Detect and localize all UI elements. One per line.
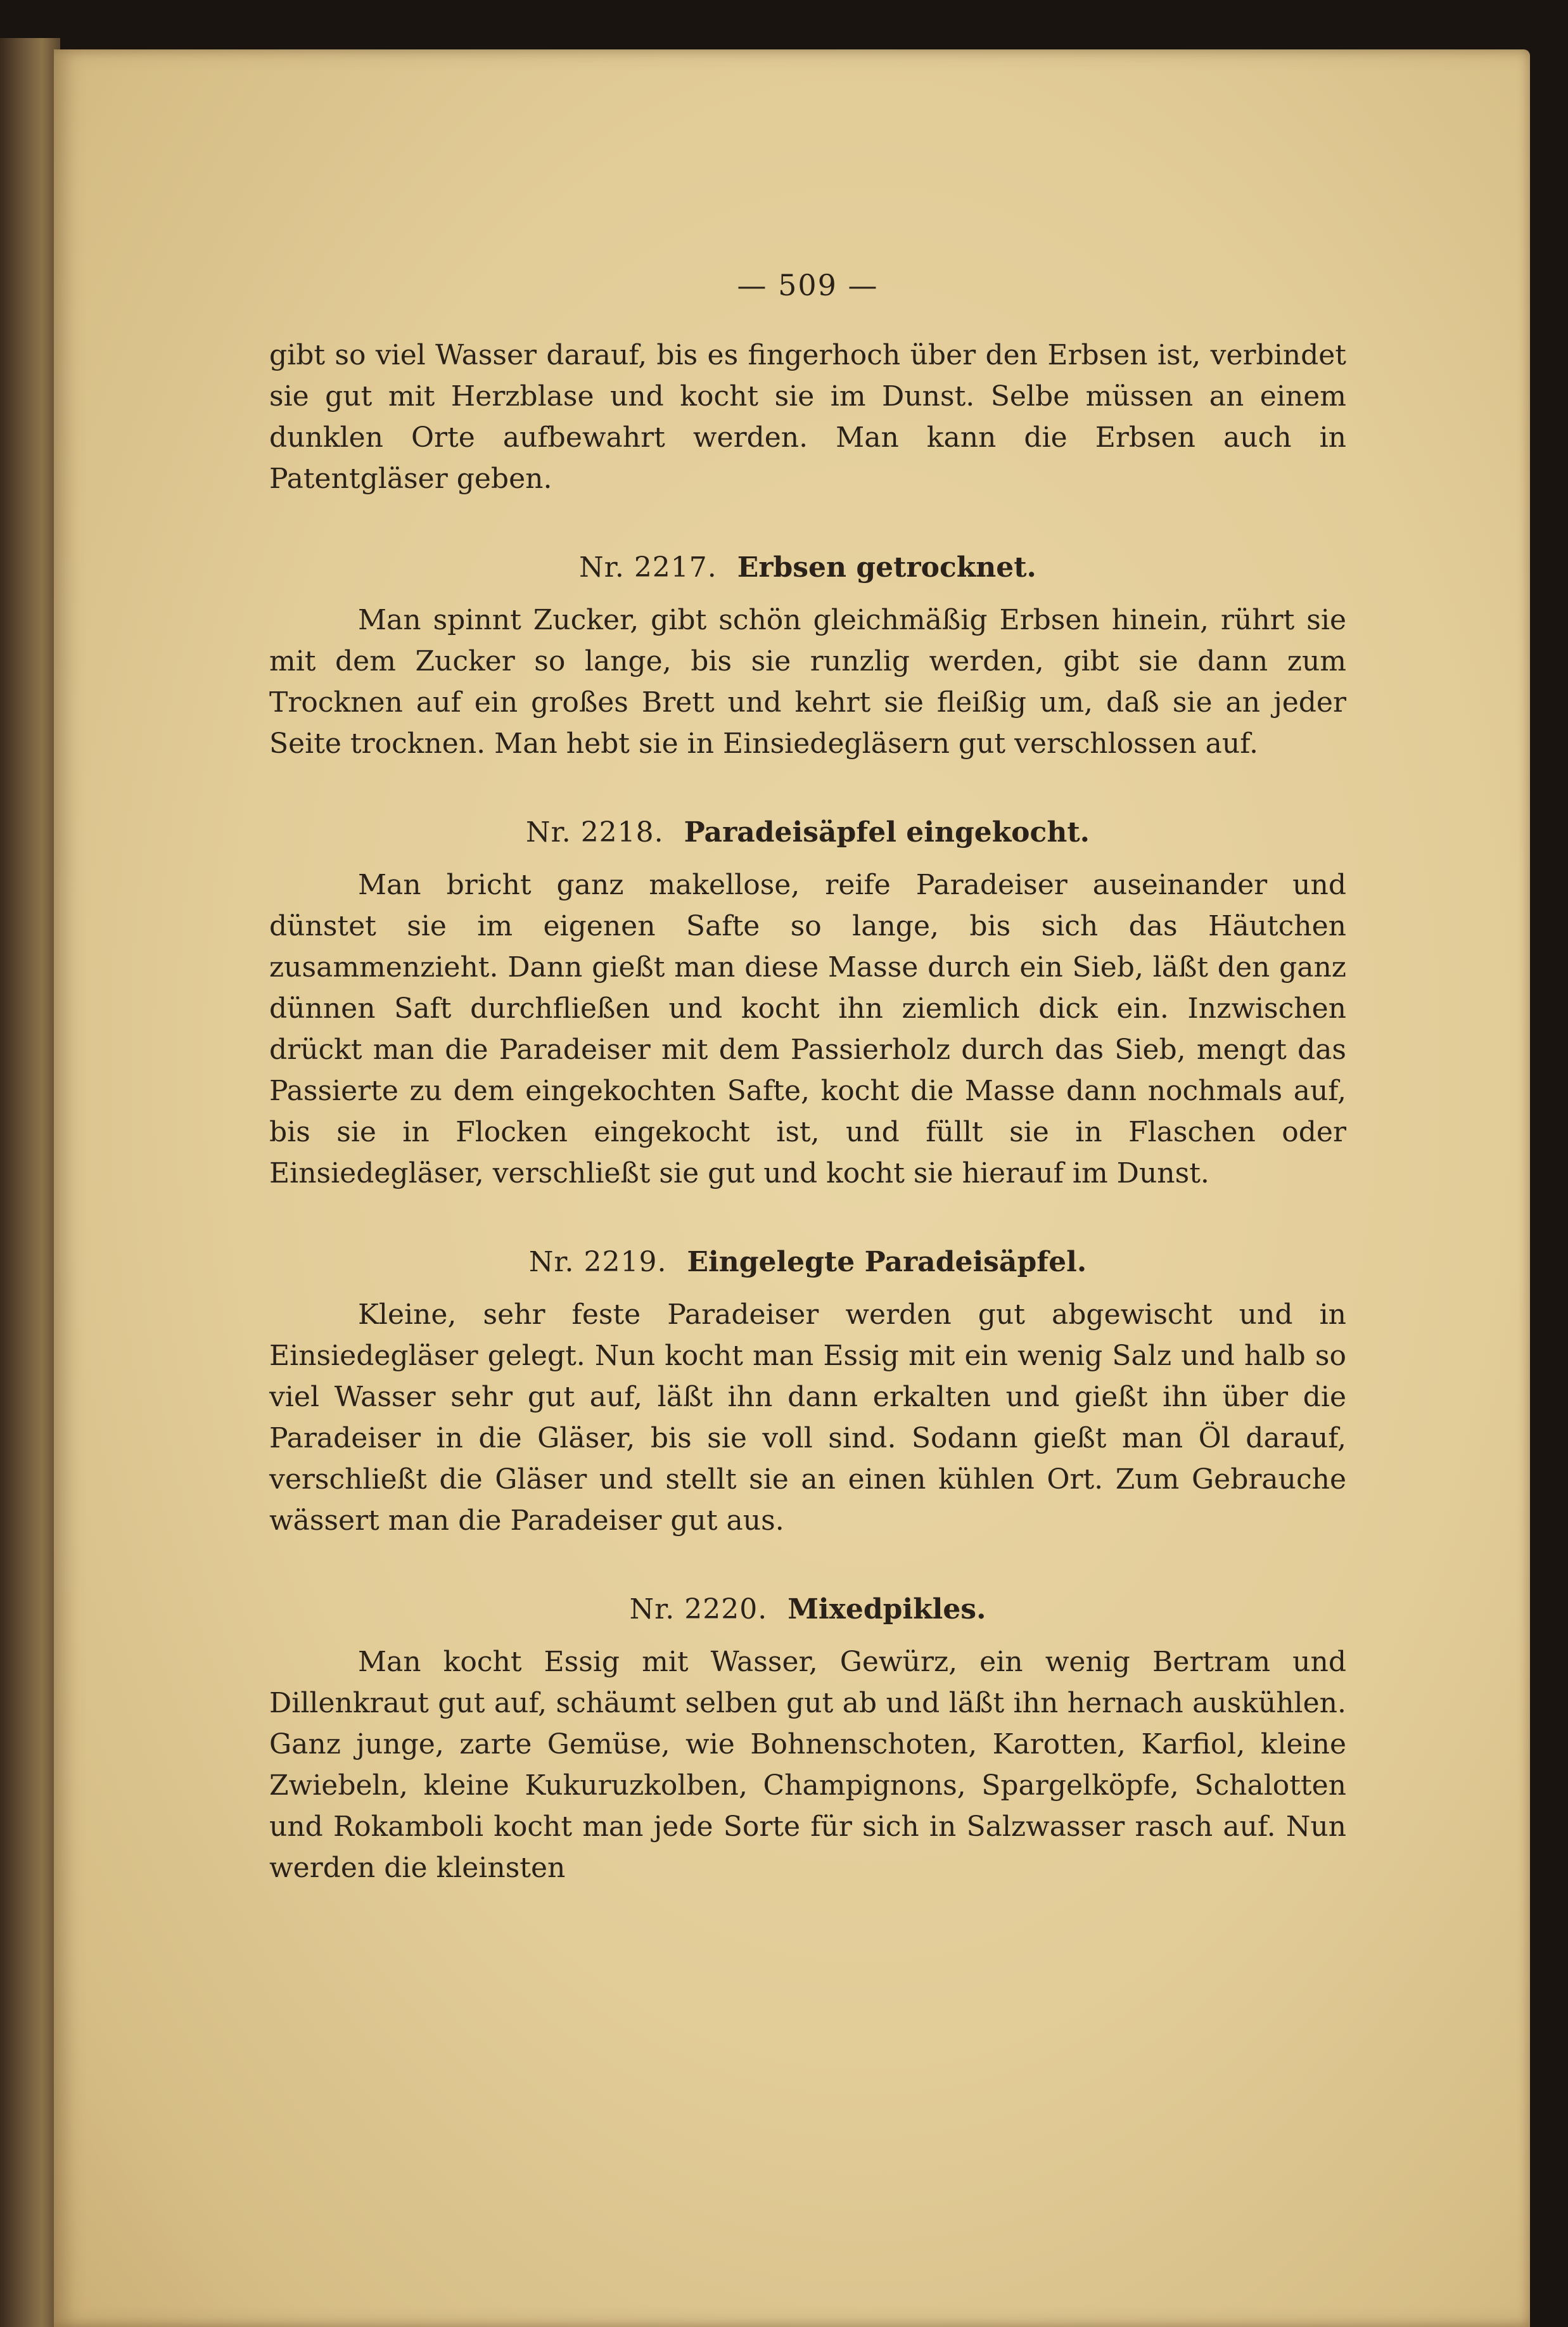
- recipe-title: Paradeisäpfel eingekocht.: [684, 816, 1090, 849]
- recipe-text-2217: Man spinnt Zucker, gibt schön gleichmäßig Erbsen hinein, rührt sie mit dem Zucker so lange, bis sie runzlig werden, gibt sie dann zum Trocknen auf ein großes Brett und kehrt sie fleißig um, daß sie an jeder Seite trocknen. Man hebt sie in Einsiedegläsern gut verschlossen auf.: [269, 604, 1346, 760]
- recipe-heading-2217: [269, 547, 1346, 588]
- page-number: — 509 —: [737, 268, 879, 302]
- recipe-number: Nr. 2220.: [629, 1593, 768, 1625]
- recipe-number: Nr. 2217.: [579, 551, 717, 584]
- page-text: [269, 265, 1346, 1888]
- recipe-text-2218: Man bricht ganz makellose, reife Paradeiser auseinander und dünstet sie im eigenen Safte so lange, bis sich das Häutchen zusammenzieht. Dann gießt man diese Masse durch ein Sieb, läßt den ganz dünnen Saft durchfließen und kocht ihn ziemlich dick ein. Inzwischen drückt man die Paradeiser mit dem Passierholz durch das Sieb, mengt das Passierte zu dem eingekochten Safte, kocht die Masse dann nochmals auf, bis sie in Flocken eingekocht ist, und füllt sie in Flaschen oder Einsiedegläser, verschließt sie gut und kocht sie hierauf im Dunst.: [269, 869, 1346, 1189]
- recipe-text-2220: Man kocht Essig mit Wasser, Gewürz, ein wenig Bertram und Dillenkraut gut auf, schäumt selben gut ab und läßt ihn hernach auskühlen. Ganz junge, zarte Gemüse, wie Bohnenschoten, Karotten, Karfiol, kleine Zwiebeln, kleine Kukuruzkolben, Champignons, Spargelköpfe, Schalotten und Rokamboli kocht man jede Sorte für sich in Salzwasser rasch auf. Nun werden die kleinsten: [269, 1646, 1346, 1884]
- recipe-heading-2220: [269, 1589, 1346, 1630]
- recipe-title: Erbsen getrocknet.: [737, 551, 1036, 584]
- recipe-number: Nr. 2218.: [526, 816, 664, 849]
- recipe-number: Nr. 2219.: [528, 1246, 667, 1278]
- recipe-heading-2219: [269, 1241, 1346, 1283]
- recipe-title: Mixedpikles.: [787, 1593, 986, 1625]
- continued-paragraph: gibt so viel Wasser darauf, bis es fingerhoch über den Erbsen ist, verbindet sie gut mit Herzblase und kocht sie im Dunst. Selbe müssen an einem dunklen Orte aufbewahrt werden. Man kann die Erbsen auch in Patentgläser geben.: [269, 339, 1346, 495]
- recipe-heading-2218: [269, 812, 1346, 853]
- previous-page-edge: [0, 38, 60, 2327]
- recipe-text-2219: Kleine, sehr feste Paradeiser werden gut abgewischt und in Einsiedegläser gelegt. Nun kocht man Essig mit ein wenig Salz und halb so viel Wasser sehr gut auf, läßt ihn dann erkalten und gießt ihn über die Paradeiser in die Gläser, bis sie voll sind. Sodann gießt man Öl darauf, verschließt die Gläser und stellt sie an einen kühlen Ort. Zum Gebrauche wässert man die Paradeiser gut aus.: [269, 1298, 1346, 1537]
- book-page: [54, 49, 1530, 2327]
- recipe-title: Eingelegte Paradeisäpfel.: [687, 1246, 1087, 1278]
